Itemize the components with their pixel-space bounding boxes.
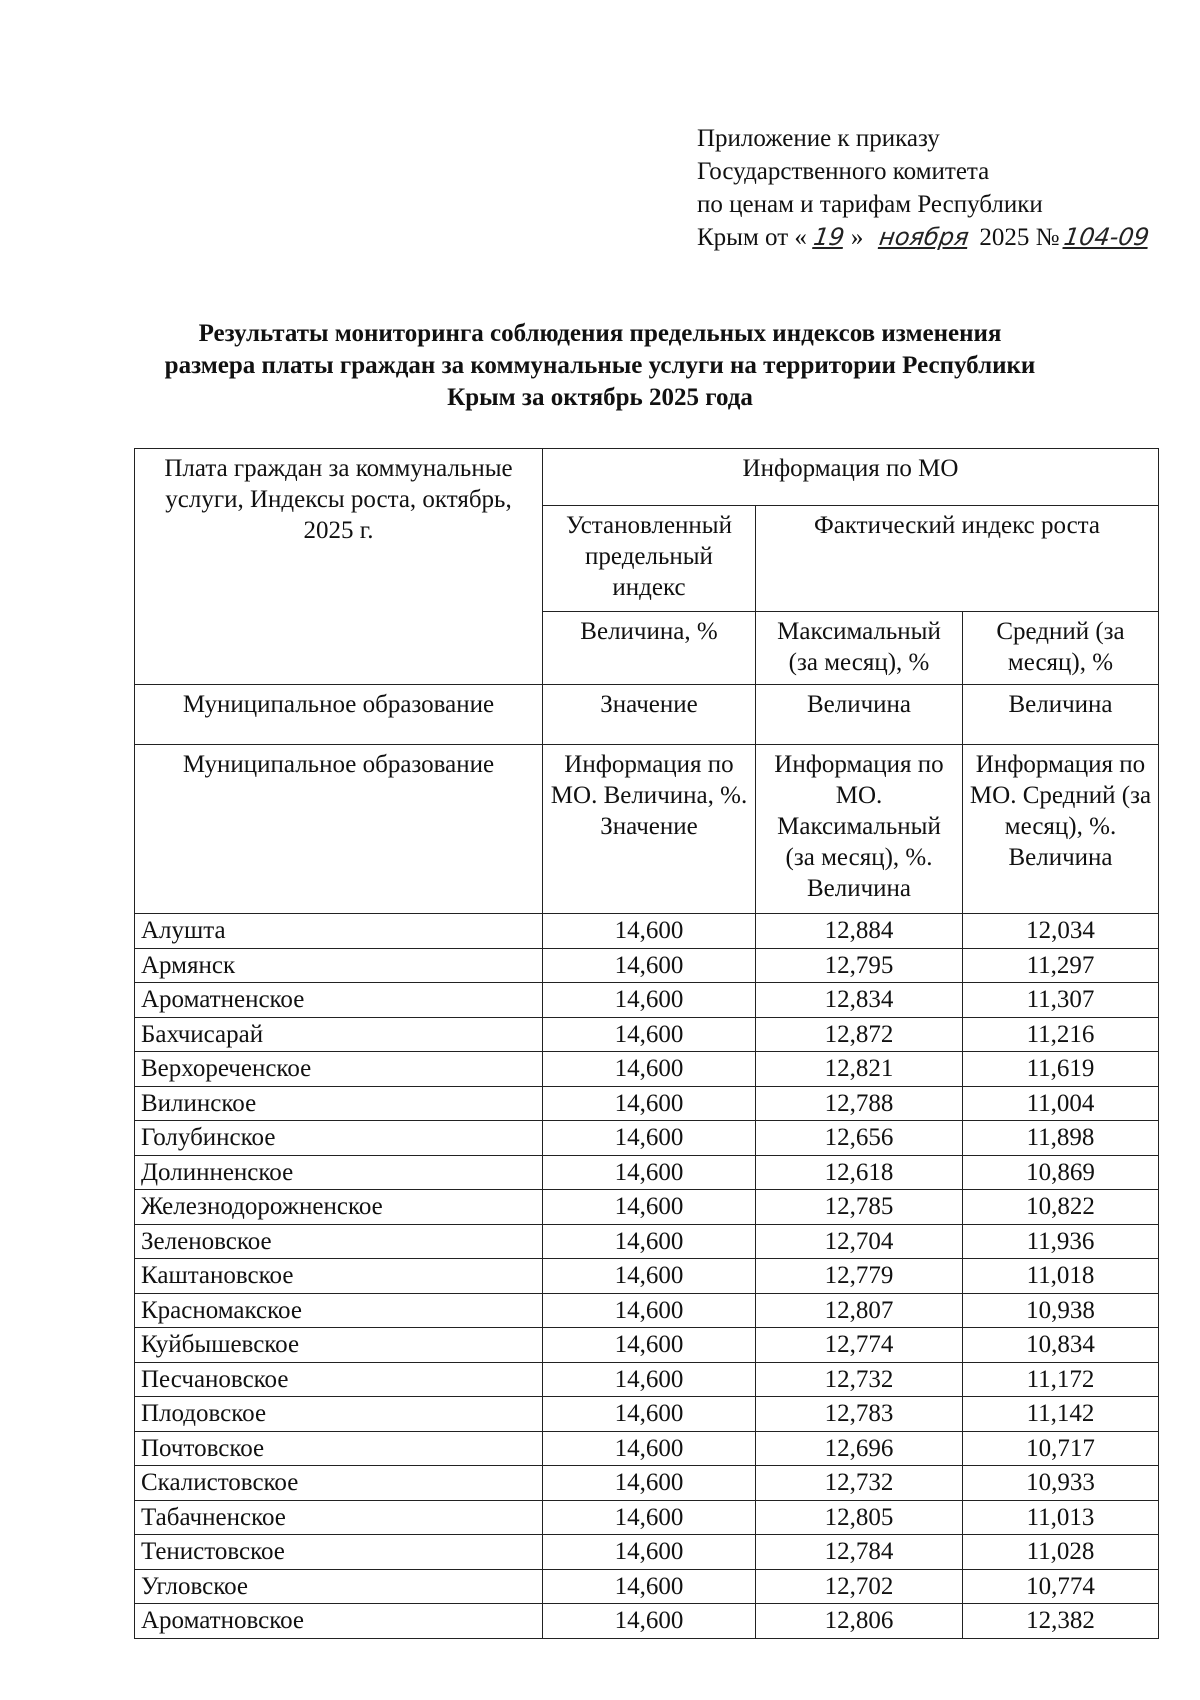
max-cell: 12,618 [756,1155,963,1190]
max-cell: 12,732 [756,1362,963,1397]
avg-cell: 12,034 [963,914,1159,949]
limit-cell: 14,600 [543,948,756,983]
table-row [135,1362,1159,1397]
max-cell: 12,704 [756,1224,963,1259]
avg-cell: 10,933 [963,1466,1159,1501]
avg-cell: 11,004 [963,1086,1159,1121]
limit-cell: 14,600 [543,1052,756,1087]
mo-name-cell: Зеленовское [135,1224,543,1259]
table-row [135,1397,1159,1432]
max-cell: 12,806 [756,1604,963,1639]
avg-cell: 11,028 [963,1535,1159,1570]
mo-name-cell: Вилинское [135,1086,543,1121]
table-row [135,1121,1159,1156]
table-row [135,983,1159,1018]
mo-name-cell: Ароматновское [135,1604,543,1639]
date-year: 2025 № [979,224,1060,251]
avg-cell: 10,822 [963,1190,1159,1225]
header-value-label: Значение [543,685,756,745]
max-cell: 12,774 [756,1328,963,1363]
table-row [135,1052,1159,1087]
max-cell: 12,884 [756,914,963,949]
mo-name-cell: Ароматненское [135,983,543,1018]
header-max-magnitude: Величина [756,685,963,745]
table-row [135,1259,1159,1294]
limit-cell: 14,600 [543,1017,756,1052]
avg-cell: 11,216 [963,1017,1159,1052]
avg-cell: 11,898 [963,1121,1159,1156]
table-row [135,1604,1159,1639]
table-row [135,1190,1159,1225]
mo-name-cell: Армянск [135,948,543,983]
max-cell: 12,785 [756,1190,963,1225]
avg-cell: 11,619 [963,1052,1159,1087]
table-row [135,1224,1159,1259]
limit-cell: 14,600 [543,1190,756,1225]
title-line-3: Крым за октябрь 2025 года [447,384,753,411]
max-cell: 12,696 [756,1431,963,1466]
max-cell: 12,821 [756,1052,963,1087]
table-row [135,1155,1159,1190]
avg-cell: 11,307 [963,983,1159,1018]
header-max-month: Максимальный (за месяц), % [756,612,963,685]
header-mo-label-2: Муниципальное образование [135,745,543,914]
mo-name-cell: Долинненское [135,1155,543,1190]
avg-cell: 10,869 [963,1155,1159,1190]
max-cell: 12,732 [756,1466,963,1501]
mo-name-cell: Скалистовское [135,1466,543,1501]
handwritten-month: ноября [877,223,972,251]
table-row [135,1328,1159,1363]
mo-name-cell: Куйбышевское [135,1328,543,1363]
max-cell: 12,779 [756,1259,963,1294]
header-value-pct: Величина, % [543,612,756,685]
limit-cell: 14,600 [543,1293,756,1328]
avg-cell: 12,382 [963,1604,1159,1639]
avg-cell: 11,172 [963,1362,1159,1397]
mo-name-cell: Тенистовское [135,1535,543,1570]
limit-cell: 14,600 [543,1569,756,1604]
max-cell: 12,656 [756,1121,963,1156]
avg-cell: 10,774 [963,1569,1159,1604]
title-line-2: размера платы граждан за коммунальные услуги на территории Республики [164,352,1036,379]
limit-cell: 14,600 [543,1535,756,1570]
table-row [135,1431,1159,1466]
date-prefix: Крым от « [697,224,807,251]
appendix-line-1: Приложение к приказу [697,125,940,152]
limit-cell: 14,600 [543,1328,756,1363]
header-desc-max: Информация по МО. Максимальный (за месяц), %. Величина [756,745,963,914]
max-cell: 12,795 [756,948,963,983]
avg-cell: 11,936 [963,1224,1159,1259]
limit-cell: 14,600 [543,1224,756,1259]
mo-name-cell: Почтовское [135,1431,543,1466]
header-established-index: Установленный предельный индекс [543,506,756,612]
mo-name-cell: Каштановское [135,1259,543,1294]
table-row [135,1017,1159,1052]
limit-cell: 14,600 [543,1362,756,1397]
appendix-block [697,122,1162,254]
table-row [135,1535,1159,1570]
max-cell: 12,702 [756,1569,963,1604]
table-row [135,1466,1159,1501]
max-cell: 12,834 [756,983,963,1018]
limit-cell: 14,600 [543,1155,756,1190]
limit-cell: 14,600 [543,1086,756,1121]
limit-cell: 14,600 [543,983,756,1018]
limit-cell: 14,600 [543,1259,756,1294]
header-avg-magnitude: Величина [963,685,1159,745]
limit-cell: 14,600 [543,914,756,949]
handwritten-day: 19 [811,223,847,251]
limit-cell: 14,600 [543,1397,756,1432]
avg-cell: 11,142 [963,1397,1159,1432]
max-cell: 12,788 [756,1086,963,1121]
mo-name-cell: Железнодорожненское [135,1190,543,1225]
table-row [135,1500,1159,1535]
mo-name-cell: Песчановское [135,1362,543,1397]
mo-name-cell: Угловское [135,1569,543,1604]
table-row [135,1086,1159,1121]
avg-cell: 11,018 [963,1259,1159,1294]
appendix-line-3: по ценам и тарифам Республики [697,191,1043,218]
title-line-1: Результаты мониторинга соблюдения предельных индексов изменения [198,320,1002,347]
max-cell: 12,807 [756,1293,963,1328]
header-info-mo: Информация по МО [543,449,1159,506]
mo-name-cell: Плодовское [135,1397,543,1432]
limit-cell: 14,600 [543,1500,756,1535]
avg-cell: 11,013 [963,1500,1159,1535]
mo-name-cell: Алушта [135,914,543,949]
max-cell: 12,805 [756,1500,963,1535]
limit-cell: 14,600 [543,1431,756,1466]
table-row [135,1569,1159,1604]
limit-cell: 14,600 [543,1121,756,1156]
mo-name-cell: Голубинское [135,1121,543,1156]
header-actual-index: Фактический индекс роста [756,506,1159,612]
max-cell: 12,872 [756,1017,963,1052]
table-row [135,914,1159,949]
avg-cell: 10,717 [963,1431,1159,1466]
appendix-date-line [697,221,1162,254]
table-row [135,948,1159,983]
monitoring-table [134,448,1159,1639]
limit-cell: 14,600 [543,1466,756,1501]
mo-name-cell: Красномакское [135,1293,543,1328]
mo-name-cell: Бахчисарай [135,1017,543,1052]
avg-cell: 11,297 [963,948,1159,983]
header-desc-avg: Информация по МО. Средний (за месяц), %. Величина [963,745,1159,914]
avg-cell: 10,834 [963,1328,1159,1363]
document-title [120,318,1080,414]
header-left-cell: Плата граждан за коммунальные услуги, Индексы роста, октябрь, 2025 г. [135,449,543,685]
avg-cell: 10,938 [963,1293,1159,1328]
header-avg-month: Средний (за месяц), % [963,612,1159,685]
appendix-line-2: Государственного комитета [697,158,990,185]
table-row [135,1293,1159,1328]
max-cell: 12,784 [756,1535,963,1570]
mo-name-cell: Табачненское [135,1500,543,1535]
header-mo-label: Муниципальное образование [135,685,543,745]
date-mid: » [850,224,864,251]
max-cell: 12,783 [756,1397,963,1432]
header-desc-established: Информация по МО. Величина, %. Значение [543,745,756,914]
handwritten-order-number: 104-09 [1061,223,1151,251]
mo-name-cell: Верхореченское [135,1052,543,1087]
limit-cell: 14,600 [543,1604,756,1639]
